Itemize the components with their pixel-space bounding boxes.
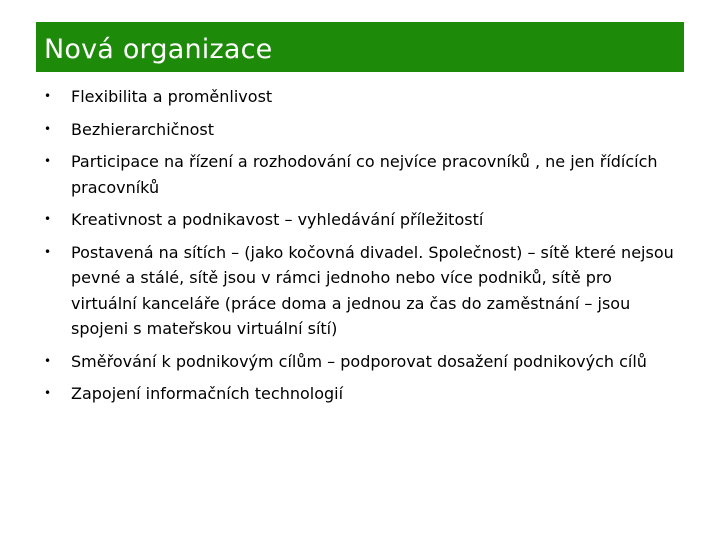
list-item: [40, 149, 680, 200]
bullet-list: [40, 84, 680, 414]
bullet-text: Zapojení informačních technologií: [71, 384, 344, 403]
bullet-icon: •: [44, 154, 52, 168]
bullet-text: Směřování k podnikovým cílům – podporovat dosažení podnikových cílů: [71, 351, 647, 371]
list-item: [40, 349, 680, 375]
bullet-icon: •: [44, 353, 52, 368]
slide-title: Nová organizace: [44, 33, 273, 65]
bullet-text: Participace na řízení a rozhodování co nejvíce pracovníků , ne jen řídících pracovníků: [71, 152, 658, 197]
list-item: [40, 240, 680, 342]
list-item: [40, 381, 680, 407]
list-item: [40, 207, 680, 233]
bullet-text: Bezhierarchičnost: [71, 119, 214, 139]
bullet-text: Flexibilita a proměnlivost: [71, 87, 273, 106]
bullet-icon: •: [44, 386, 52, 400]
list-item: [40, 117, 680, 143]
bullet-text: Postavená na sítích – (jako kočovná divadel. Společnost) – sítě které nejsou pevné a stálé, sítě jsou v rámci jednoho nebo více podniků, sítě pro virtuální kanceláře (práce doma a jednou za čas do zaměstnání – jsou spojeni s mateřskou virtuální sítí): [71, 242, 674, 338]
title-bar: [36, 22, 684, 72]
bullet-icon: •: [44, 121, 52, 136]
bullet-text: Kreativnost a podnikavost – vyhledávání příležitostí: [71, 210, 484, 229]
list-item: [40, 84, 680, 110]
bullet-icon: •: [44, 89, 52, 103]
bullet-icon: •: [44, 244, 52, 259]
bullet-icon: •: [44, 212, 52, 226]
